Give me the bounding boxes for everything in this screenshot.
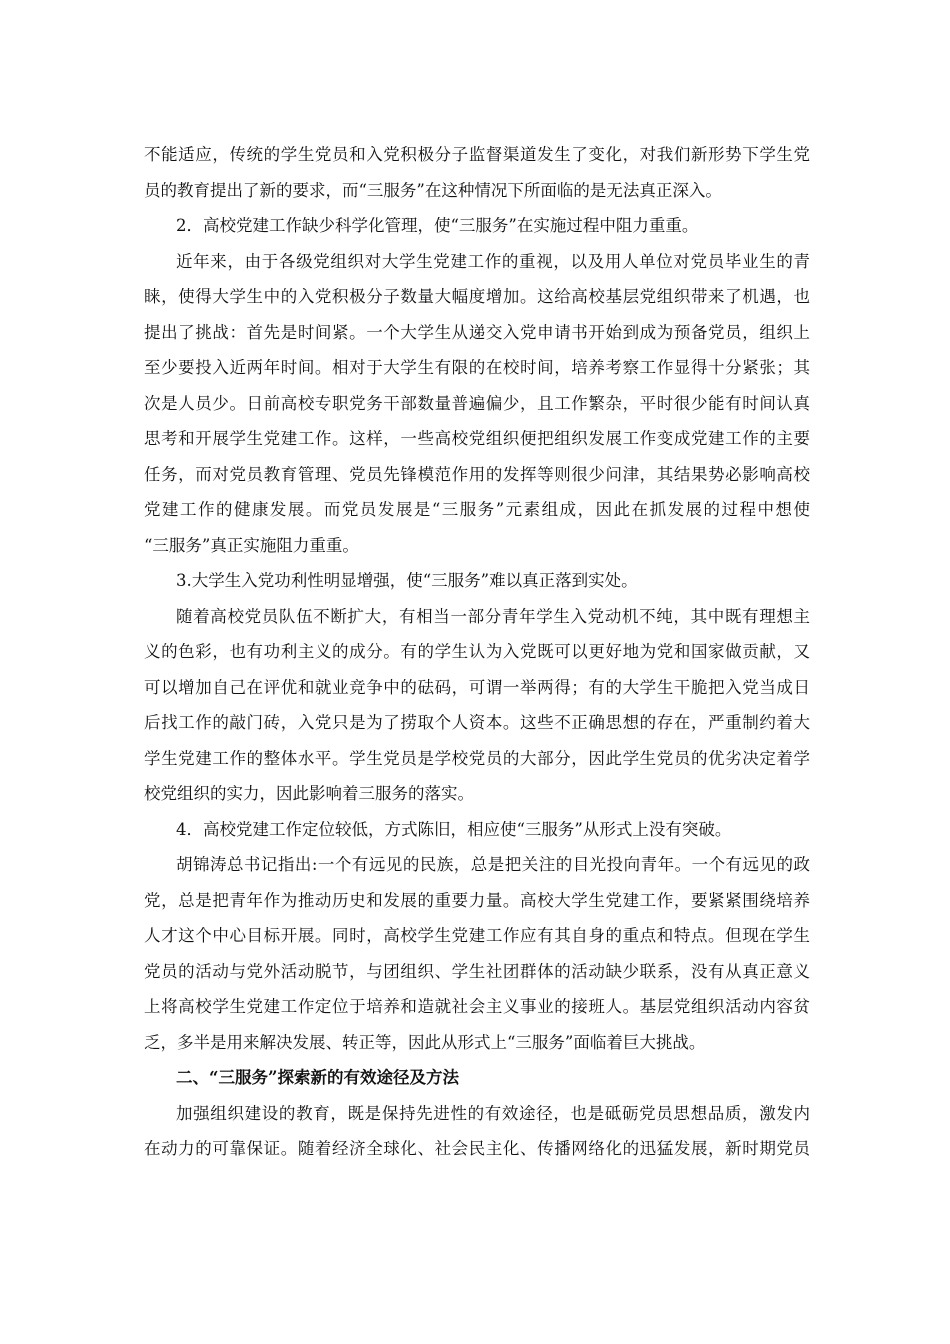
paragraph-line: 思考和开展学生党建工作。这样，一些高校党组织便把组织发展工作变成党建工作的主要 — [144, 429, 810, 448]
paragraph-line: 党员的活动与党外活动脱节，与团组织、学生社团群体的活动缺少联系，没有从真正意义 — [144, 961, 810, 981]
paragraph-line: 提出了挑战：首先是时间紧。一个大学生从递交入党申请书开始到成为预备党员，组织上 — [144, 322, 810, 342]
paragraph-line: 后找工作的敲门砖，入党只是为了捞取个人资本。这些不正确思想的存在，严重制约着大 — [144, 713, 810, 732]
paragraph-line: 人才这个中心目标开展。同时，高校学生党建工作应有其自身的重点和特点。但现在学生 — [144, 926, 810, 945]
section-heading-4: 4．高校党建工作定位较低，方式陈旧，相应使“三服务”从形式上没有突破。 — [176, 819, 732, 839]
section-heading-3: 3.大学生入党功利性明显增强，使“三服务”难以真正落到实处。 — [176, 571, 638, 590]
paragraph-line: 至少要投入近两年时间。相对于大学生有限的在校时间，培养考察工作显得十分紧张；其 — [144, 358, 810, 377]
paragraph-line: 校党组织的实力，因此影响着三服务的落实。 — [144, 784, 474, 803]
paragraph-line: 加强组织建设的教育，既是保持先进性的有效途径，也是砥砺党员思想品质，激发内 — [176, 1103, 810, 1123]
paragraph-line: 随着高校党员队伍不断扩大，有相当一部分青年学生入党动机不纯，其中既有理想主 — [176, 606, 810, 626]
paragraph-line: 不能适应，传统的学生党员和入党积极分子监督渠道发生了变化，对我们新形势下学生党 — [144, 145, 810, 164]
paragraph-line: 党，总是把青年作为推动历史和发展的重要力量。高校大学生党建工作，要紧紧围绕培养 — [144, 890, 810, 910]
paragraph-line: 近年来，由于各级党组织对大学生党建工作的重视，以及用人单位对党员毕业生的青 — [176, 251, 810, 271]
paragraph-line: 在动力的可靠保证。随着经济全球化、社会民主化、传播网络化的迅猛发展，新时期党员 — [144, 1139, 810, 1158]
section-heading-main: 二、“三服务”探索新的有效途径及方法 — [176, 1068, 459, 1087]
paragraph-line: 胡锦涛总书记指出:一个有远见的民族，总是把关注的目光投向青年。一个有远见的政 — [176, 855, 810, 874]
paragraph-line: 乏，多半是用来解决发展、转正等，因此从形式上“三服务”面临着巨大挑战。 — [144, 1032, 706, 1052]
paragraph-line: 次是人员少。日前高校专职党务干部数量普遍偏少，且工作繁杂，平时很少能有时间认真 — [144, 393, 810, 413]
section-heading-2: 2．高校党建工作缺少科学化管理，使“三服务”在实施过程中阻力重重。 — [176, 216, 699, 235]
paragraph-line: 上将高校学生党建工作定位于培养和造就社会主义事业的接班人。基层党组织活动内容贫 — [144, 997, 810, 1016]
paragraph-line: 学生党建工作的整体水平。学生党员是学校党员的大部分，因此学生党员的优劣决定着学 — [144, 748, 810, 768]
paragraph-line: 义的色彩，也有功利主义的成分。有的学生认为入党既可以更好地为党和国家做贡献，又 — [144, 642, 810, 661]
paragraph-line: “三服务”真正实施阻力重重。 — [144, 535, 359, 555]
paragraph-line: 睐，使得大学生中的入党积极分子数量大幅度增加。这给高校基层党组织带来了机遇，也 — [144, 287, 810, 306]
document-body — [144, 137, 810, 1167]
paragraph-line: 员的教育提出了新的要求，而“三服务”在这种情况下所面临的是无法真正深入。 — [144, 180, 722, 200]
paragraph-line: 党建工作的健康发展。而党员发展是“三服务”元素组成，因此在抓发展的过程中想使 — [144, 500, 810, 519]
paragraph-line: 可以增加自己在评优和就业竞争中的砝码，可谓一举两得；有的大学生干脆把入党当成日 — [144, 677, 810, 697]
paragraph-line: 任务，而对党员教育管理、党员先锋模范作用的发挥等则很少问津，其结果势必影响高校 — [144, 464, 810, 484]
